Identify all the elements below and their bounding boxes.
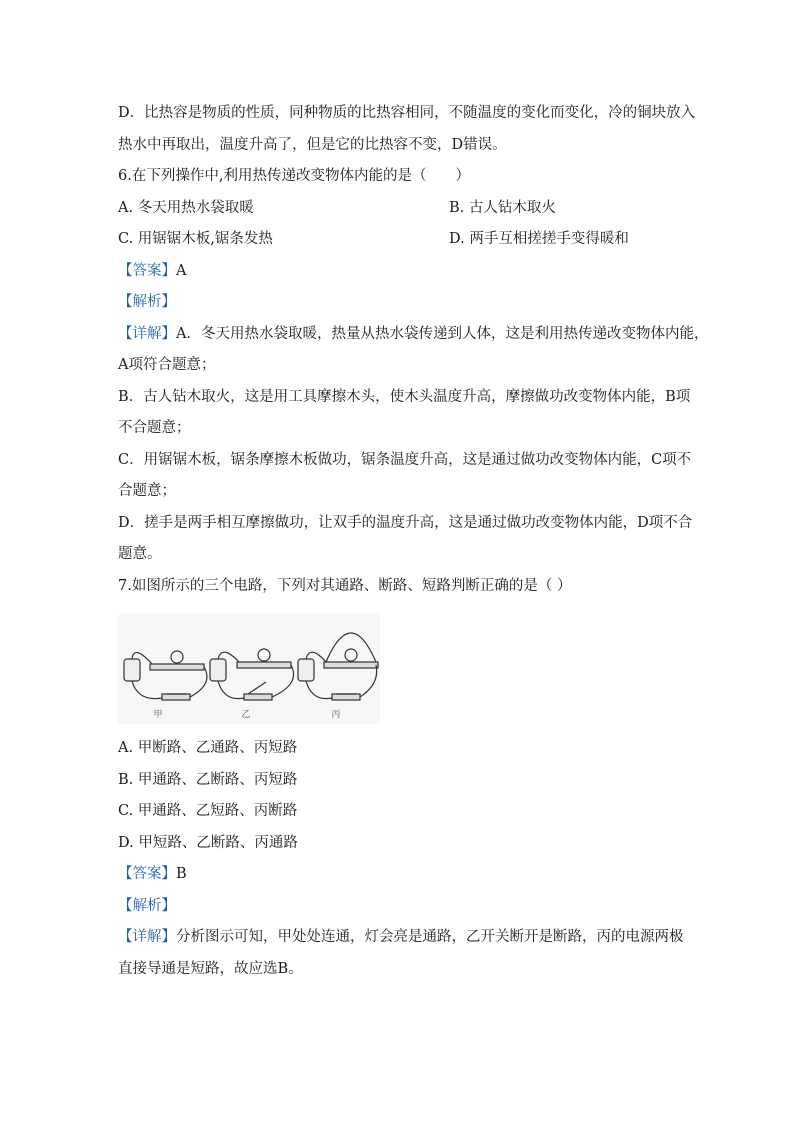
question-7-option-a: A. 甲断路、乙通路、丙短路 <box>118 740 298 756</box>
detail-tag: 【详解】 <box>118 326 176 342</box>
bulb-icon <box>171 651 183 663</box>
prev-solution-line-2: 热水中再取出，温度升高了，但是它的比热容不变，D错误。 <box>118 137 507 153</box>
question-7-detail-line-2: 直接导通是短路，故应选B。 <box>118 961 303 977</box>
question-6-option-d: D. 两手互相搓搓手变得暖和 <box>449 231 629 247</box>
bulb-icon <box>258 649 270 661</box>
switch-closed-icon <box>332 694 360 700</box>
question-7-option-d: D. 甲短路、乙断路、丙通路 <box>118 835 298 851</box>
question-6-analysis-tag <box>118 292 176 312</box>
question-6-detail-line-7: D．搓手是两手相互摩擦做功，让双手的温度升高，这是通过做功改变物体内能，D项不合 <box>118 515 693 531</box>
question-7-stem: 7.如图所示的三个电路，下列对其通路、断路、短路判断正确的是（ ） <box>118 578 572 594</box>
lamp-board-icon <box>237 662 291 668</box>
question-6-detail-line-8: 题意。 <box>118 546 162 562</box>
circuit-label-bing: 丙 <box>331 710 341 720</box>
battery-icon <box>298 659 314 681</box>
detail-tag: 【详解】 <box>118 929 176 945</box>
circuit-figure <box>118 614 380 724</box>
question-7-detail-line-1 <box>118 927 684 947</box>
question-6-detail-line-1 <box>118 324 708 344</box>
detail-text: A．冬天用热水袋取暖，热量从热水袋传递到人体，这是利用热传递改变物体内能， <box>176 326 709 342</box>
question-6-stem: 6.在下列操作中,利用热传递改变物体内能的是（ ） <box>118 168 470 184</box>
battery-icon <box>124 659 140 681</box>
question-6-detail-line-5: C．用锯锯木板，锯条摩擦木板做功，锯条温度升高，这是通过做功改变物体内能，C项不 <box>118 452 692 468</box>
answer-value: A <box>176 263 187 279</box>
question-6-option-c: C. 用锯锯木板,锯条发热 <box>118 231 273 247</box>
lamp-board-icon <box>150 664 204 670</box>
analysis-tag: 【解析】 <box>118 898 176 914</box>
question-6-detail-line-6: 合题意； <box>118 483 176 499</box>
question-7-option-c: C. 甲通路、乙短路、丙断路 <box>118 803 298 819</box>
question-6-answer <box>118 261 186 281</box>
question-6-detail-line-2: A项符合题意； <box>118 357 216 373</box>
circuit-label-jia: 甲 <box>153 710 163 720</box>
answer-tag: 【答案】 <box>118 263 176 279</box>
question-6-detail-line-3: B．古人钻木取火，这是用工具摩擦木头，使木头温度升高，摩擦做功改变物体内能，B项 <box>118 389 691 405</box>
battery-icon <box>210 659 226 681</box>
detail-text: 分析图示可知，甲处处连通，灯会亮是通路，乙开关断开是断路，丙的电源两极 <box>176 929 684 945</box>
question-6-option-a: A. 冬天用热水袋取暖 <box>118 200 254 216</box>
question-7-option-b: B. 甲通路、乙断路、丙短路 <box>118 772 298 788</box>
answer-value: B <box>176 866 187 882</box>
bulb-icon <box>345 649 357 661</box>
switch-open-icon <box>244 694 272 700</box>
analysis-tag: 【解析】 <box>118 294 176 310</box>
prev-solution-line-1: D．比热容是物质的性质，同种物质的比热容相同，不随温度的变化而变化，冷的铜块放入 <box>118 105 696 121</box>
lamp-board-icon <box>324 662 378 668</box>
switch-closed-icon <box>162 694 190 700</box>
question-7-analysis-tag <box>118 896 176 916</box>
answer-tag: 【答案】 <box>118 866 176 882</box>
circuit-label-yi: 乙 <box>241 710 251 720</box>
question-6-option-b: B. 古人钻木取火 <box>449 200 556 216</box>
question-6-detail-line-4: 不合题意； <box>118 420 191 436</box>
question-7-answer <box>118 864 187 884</box>
